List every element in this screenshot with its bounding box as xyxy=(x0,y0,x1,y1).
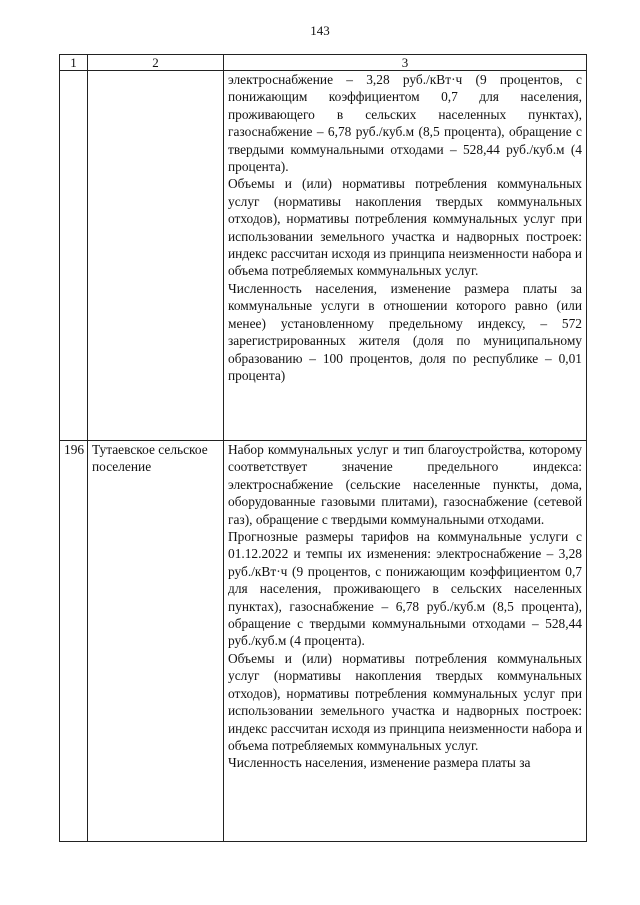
description-cell xyxy=(224,441,587,842)
table-row xyxy=(60,71,587,441)
row-number-cell xyxy=(60,71,88,441)
column-header-3: 3 xyxy=(224,55,587,71)
table-header-row xyxy=(60,55,587,71)
table-row xyxy=(60,441,587,842)
paragraph: Численность населения, изменение размера платы за xyxy=(228,755,531,771)
row-number-cell: 196 xyxy=(60,441,88,842)
paragraph: Набор коммунальных услуг и тип благоустройства, которому соответствует значение предельного индекса: электроснабжение (сельские населенные пункты, дома, оборудованные газовыми плитами), газоснабжение (сетевой газ), обращение с твердыми коммунальными отходами. xyxy=(228,442,582,527)
indices-table xyxy=(59,54,587,842)
settlement-name-cell: Тутаевское сельское поселение xyxy=(88,441,224,842)
column-header-2: 2 xyxy=(88,55,224,71)
settlement-name-cell xyxy=(88,71,224,441)
column-header-1: 1 xyxy=(60,55,88,71)
paragraph: Прогнозные размеры тарифов на коммунальные услуги с 01.12.2022 и темпы их изменения: электроснабжение – 3,28 руб./кВт·ч (9 процентов, с понижающим коэффициентом 0,7 для населения, проживающего в сельских населенных пунктах), газоснабжение – 6,78 руб./куб.м (8,5 процента), обращение с твердыми коммунальными отходами – 528,44 руб./куб.м (4 процента). xyxy=(228,529,582,649)
description-cell xyxy=(224,71,587,441)
paragraph: электроснабжение – 3,28 руб./кВт·ч (9 процентов, с понижающим коэффициентом 0,7 для населения, проживающего в сельских населенных пунктах), газоснабжение – 6,78 руб./куб.м (8,5 процента), обращение с твердыми коммунальными отходами – 528,44 руб./куб.м (4 процента). xyxy=(228,72,582,175)
paragraph: Численность населения, изменение размера платы за коммунальные услуги в отношении которого равно (или менее) установленному предельному индексу, – 572 зарегистрированных жителя (доля по муниципальному образованию – 100 процентов, доля по республике – 0,01 процента) xyxy=(228,280,582,383)
paragraph: Объемы и (или) нормативы потребления коммунальных услуг (нормативы накопления твердых коммунальных отходов), нормативы потребления коммунальных услуг при использовании земельного участка и надворных построек: индекс рассчитан исходя из принципа неизменности набора и объема потребляемых коммунальных услуг. xyxy=(228,176,582,279)
paragraph: Объемы и (или) нормативы потребления коммунальных услуг (нормативы накопления твердых коммунальных отходов), нормативы потребления коммунальных услуг при использовании земельного участка и надворных построек: индекс рассчитан исходя из принципа неизменности набора и объема потребляемых коммунальных услуг. xyxy=(228,650,582,753)
page-number: 143 xyxy=(310,23,330,38)
